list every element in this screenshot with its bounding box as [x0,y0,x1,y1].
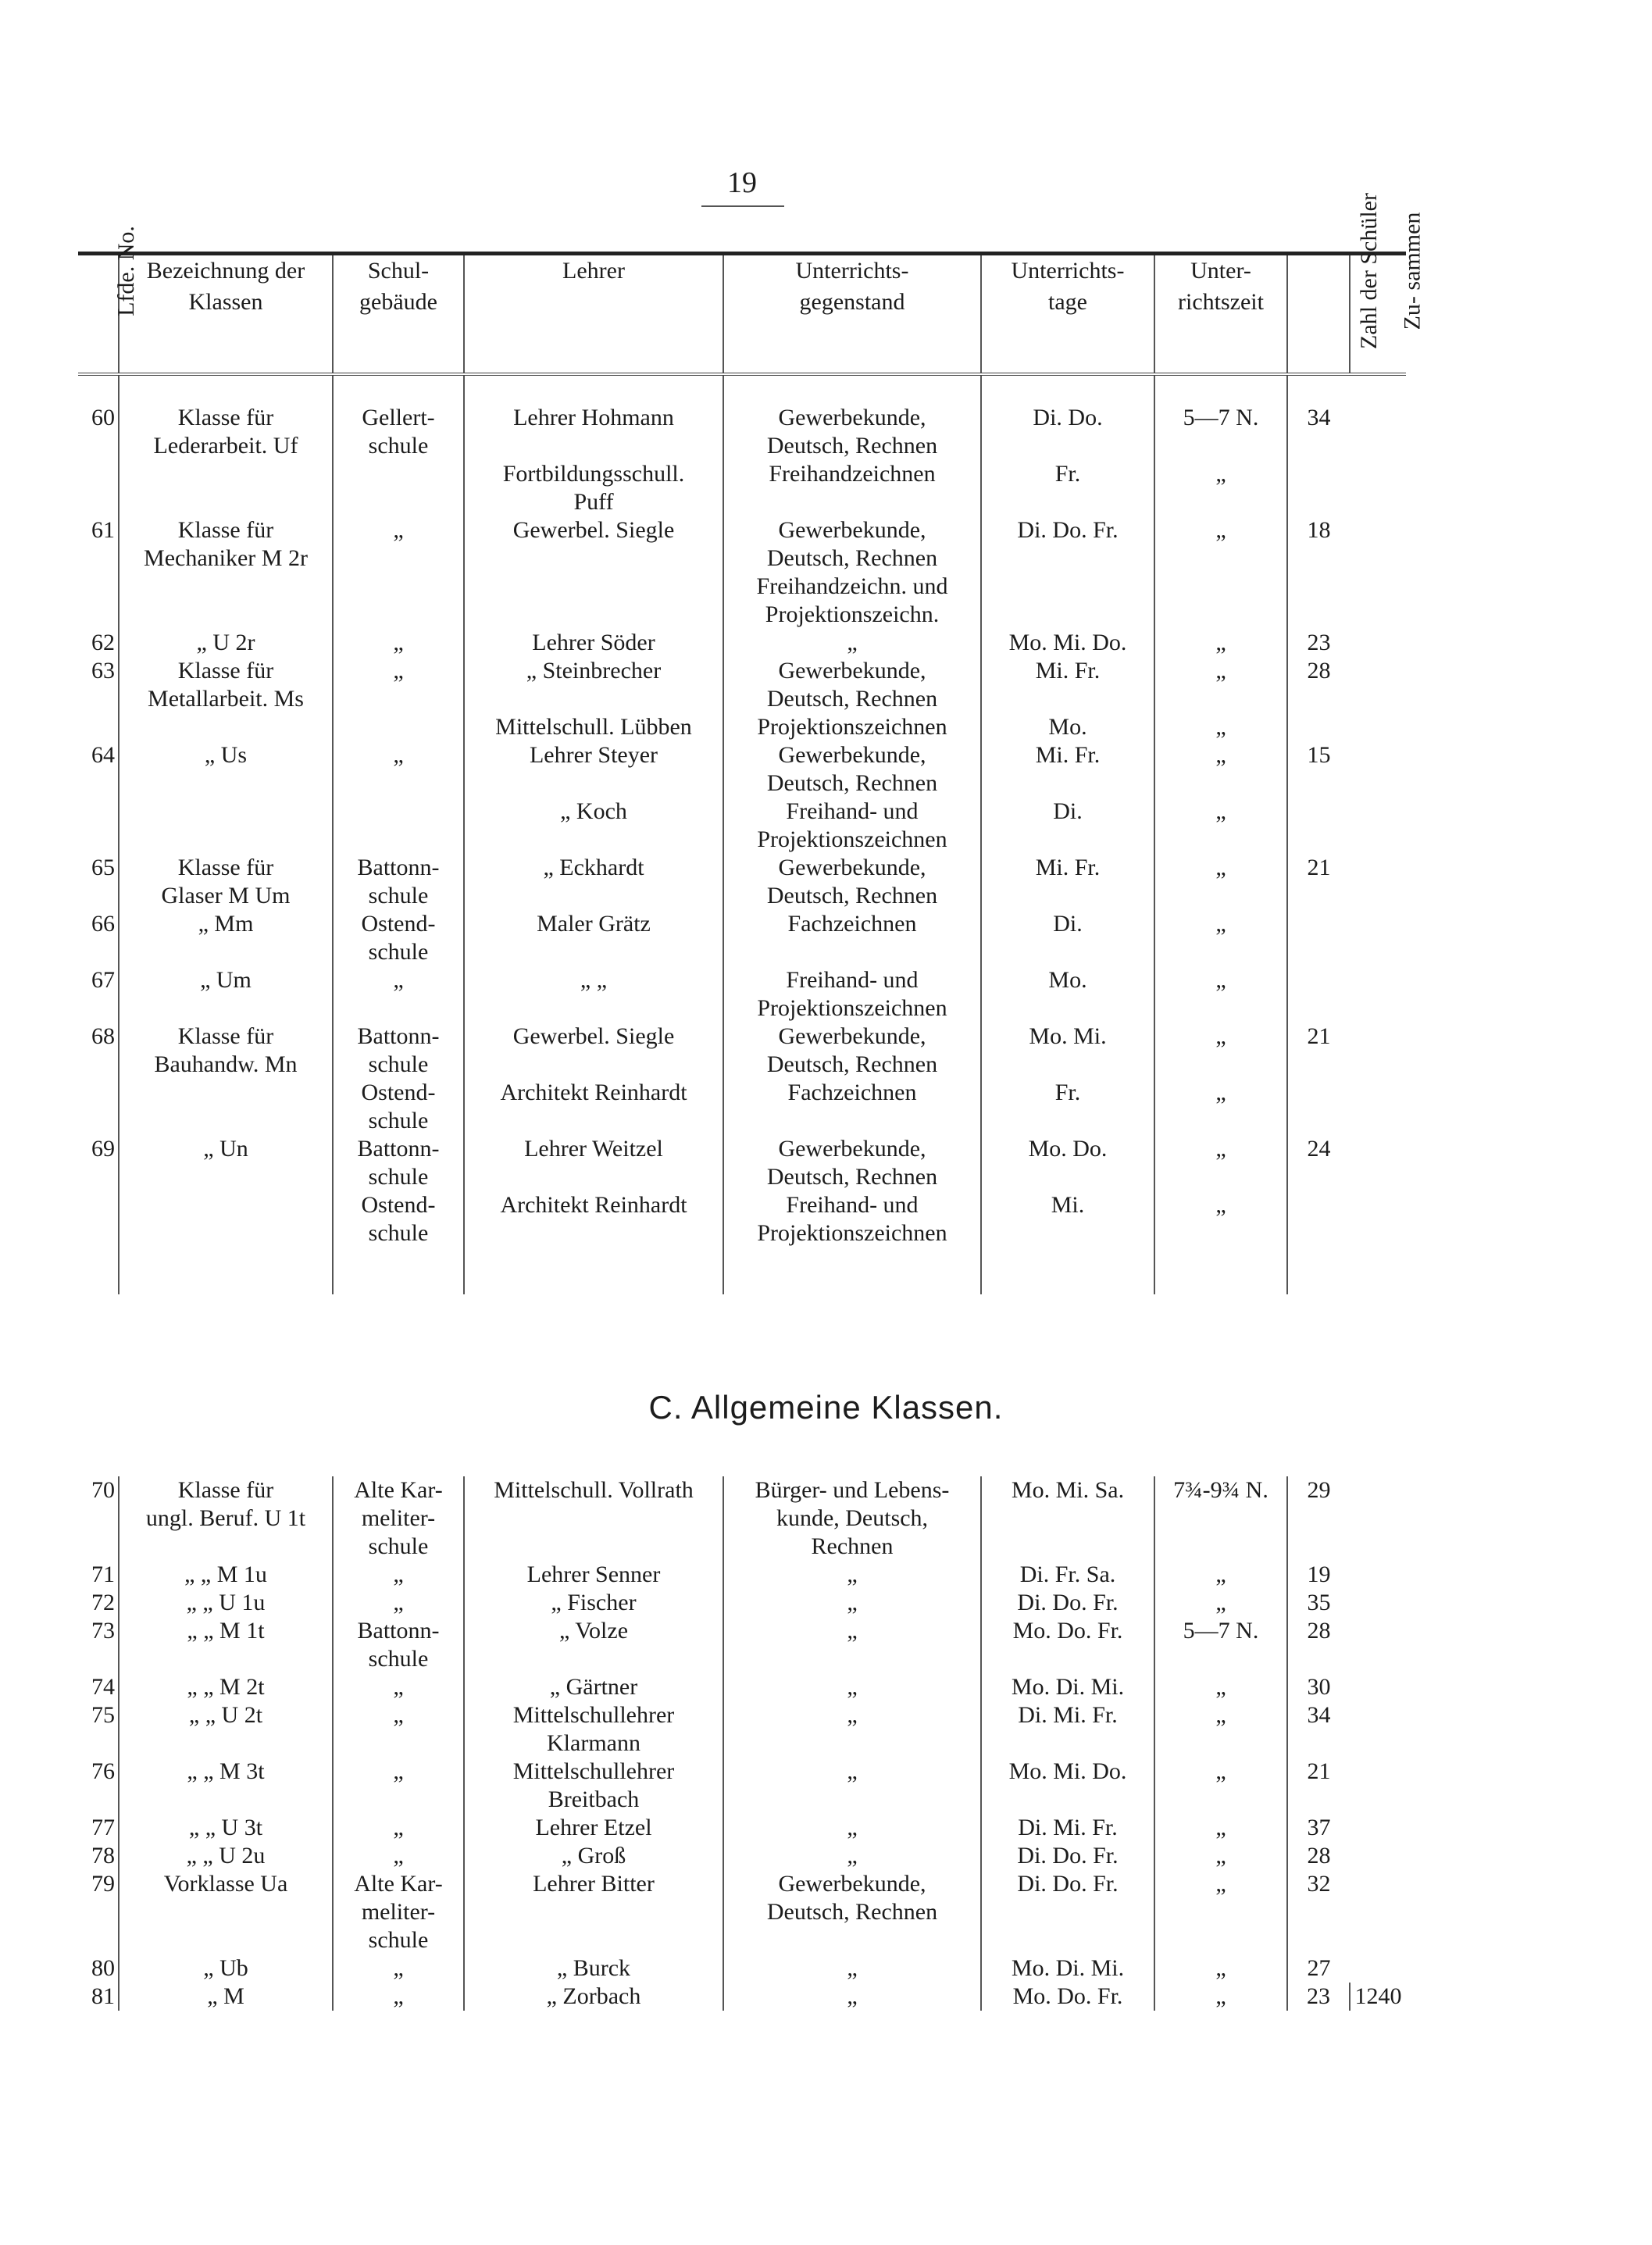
cell-tage: Mo. Do. Fr. [981,1617,1154,1673]
cell-klasse: Klasse für Lederarbeit. Uf [119,404,333,460]
cell-lehrer: Mittelschullehrer Breitbach [464,1758,723,1814]
cell-klasse: „ „ U 2u [119,1842,333,1870]
table-row [78,1589,1406,1617]
cell-lehrer: Lehrer Hohmann [464,404,723,460]
cell-gegenstand: „ [723,1814,981,1842]
cell-zusammen [1350,1814,1406,1842]
cell-zeit: 5—7 N. [1154,1617,1287,1673]
cell-lehrer: Mittelschullehrer Klarmann [464,1701,723,1758]
cell-klasse: „ Um [119,966,333,1023]
cell-tage: Di. [981,798,1154,854]
cell-klasse: „ „ U 3t [119,1814,333,1842]
cell-tage: Di. [981,910,1154,966]
cell-gegenstand: „ [723,629,981,657]
cell-gebaeude: Gellert- schule [333,404,464,460]
cell-zusammen [1350,1617,1406,1673]
cell-zahl: 27 [1287,1954,1350,1983]
cell-gebaeude: „ [333,1842,464,1870]
cell-tage: Fr. [981,1079,1154,1135]
cell-gebaeude: „ [333,1758,464,1814]
table-row [78,1476,1406,1561]
cell-no: 64 [91,742,115,768]
cell-klasse: „ Us [119,741,333,798]
cell-zusammen: 1240 [1350,1983,1406,2011]
cell-zusammen [1350,1842,1406,1870]
header-lehrer: Lehrer [464,254,723,375]
table-row [78,741,1406,798]
cell-zusammen [1350,404,1406,460]
cell-zusammen [1350,798,1406,854]
cell-no [78,713,119,741]
cell-lehrer: Lehrer Etzel [464,1814,723,1842]
cell-no: 75 [91,1702,115,1728]
cell-tage: Mo. [981,966,1154,1023]
table-row [78,1758,1406,1814]
cell-gebaeude: Ostend- schule [333,1191,464,1247]
cell-klasse: „ Un [119,1135,333,1191]
cell-gegenstand: Gewerbekunde, Deutsch, Rechnen [723,1870,981,1954]
cell-lehrer: Fortbildungsschull. Puff [464,460,723,516]
cell-klasse: Klasse für ungl. Beruf. U 1t [119,1476,333,1561]
cell-klasse: „ „ M 3t [119,1758,333,1814]
table-header-row [78,254,1406,375]
cell-lehrer: Architekt Reinhardt [464,1079,723,1135]
general-classes-table [78,1476,1406,2011]
cell-zusammen [1350,1023,1406,1079]
cell-gebaeude: Battonn- schule [333,1135,464,1191]
cell-zeit: „ [1154,460,1287,516]
cell-gebaeude: Alte Kar- meliter- schule [333,1476,464,1561]
cell-klasse: „ „ M 1u [119,1561,333,1589]
cell-lehrer: „ Fischer [464,1589,723,1617]
table-row [78,1842,1406,1870]
cell-tage: Mi. Fr. [981,854,1154,910]
cell-gebaeude: Battonn- schule [333,1023,464,1079]
table-row [78,1561,1406,1589]
cell-gegenstand: „ [723,1954,981,1983]
cell-zeit: „ [1154,741,1287,798]
cell-gebaeude: „ [333,1701,464,1758]
cell-no: 81 [91,1983,115,2009]
table-row [78,1079,1406,1135]
cell-zahl: 30 [1287,1673,1350,1701]
cell-lehrer: Lehrer Weitzel [464,1135,723,1191]
cell-zahl [1287,798,1350,854]
cell-gegenstand: Bürger- und Lebens- kunde, Deutsch, Rechnen [723,1476,981,1561]
cell-lehrer: Lehrer Senner [464,1561,723,1589]
cell-tage: Di. Fr. Sa. [981,1561,1154,1589]
cell-zusammen [1350,713,1406,741]
cell-gebaeude: Alte Kar- meliter- schule [333,1870,464,1954]
cell-zusammen [1350,966,1406,1023]
cell-gebaeude: Battonn- schule [333,1617,464,1673]
cell-zeit: „ [1154,1870,1287,1954]
cell-zeit: 5—7 N. [1154,404,1287,460]
cell-zahl: 32 [1287,1870,1350,1954]
cell-klasse: Klasse für Bauhandw. Mn [119,1023,333,1079]
cell-zeit: „ [1154,1023,1287,1079]
cell-zeit: „ [1154,966,1287,1023]
cell-klasse: „ „ M 1t [119,1617,333,1673]
cell-gegenstand: „ [723,1673,981,1701]
cell-no: 69 [91,1136,115,1162]
cell-zusammen [1350,1870,1406,1954]
cell-tage: Mi. [981,1191,1154,1247]
cell-no: 80 [91,1955,115,1981]
cell-zeit: „ [1154,1954,1287,1983]
cell-lehrer: Mittelschull. Vollrath [464,1476,723,1561]
cell-gegenstand: Freihand- und Projektionszeichnen [723,1191,981,1247]
cell-gegenstand: Gewerbekunde, Deutsch, Rechnen [723,1023,981,1079]
cell-lehrer: Maler Grätz [464,910,723,966]
page-number-rule [701,205,784,207]
cell-zahl: 34 [1287,1701,1350,1758]
table-row [78,404,1406,460]
header-zahl: Zahl der Schüler [1287,254,1350,375]
cell-zahl [1287,1191,1350,1247]
cell-gegenstand: „ [723,1758,981,1814]
table-row [78,910,1406,966]
cell-tage: Di. Do. Fr. [981,516,1154,629]
table-row [78,1135,1406,1191]
table-row [78,1870,1406,1954]
cell-no [78,1191,119,1247]
table-row [78,798,1406,854]
cell-zahl: 18 [1287,516,1350,629]
cell-klasse: „ U 2r [119,629,333,657]
header-gegenstand: Unterrichts- gegenstand [723,254,981,375]
cell-no: 60 [91,405,115,430]
cell-tage: Di. Mi. Fr. [981,1814,1154,1842]
cell-gegenstand: Freihand- und Projektionszeichnen [723,798,981,854]
cell-lehrer: Lehrer Bitter [464,1870,723,1954]
cell-zeit: „ [1154,1842,1287,1870]
table-row [78,854,1406,910]
header-zeit: Unter- richtszeit [1154,254,1287,375]
cell-zusammen [1350,629,1406,657]
cell-gegenstand: Gewerbekunde, Deutsch, Rechnen [723,1135,981,1191]
cell-gegenstand: Fachzeichnen [723,910,981,966]
cell-lehrer: „ Groß [464,1842,723,1870]
cell-gebaeude: „ [333,741,464,798]
cell-zusammen [1350,741,1406,798]
cell-klasse: Klasse für Mechaniker M 2r [119,516,333,629]
cell-klasse: „ „ U 1u [119,1589,333,1617]
cell-tage: Di. Do. Fr. [981,1870,1154,1954]
cell-gegenstand: Freihand- und Projektionszeichnen [723,966,981,1023]
cell-klasse: „ „ M 2t [119,1673,333,1701]
cell-klasse: Vorklasse Ua [119,1870,333,1954]
cell-gebaeude: „ [333,1814,464,1842]
section-c-title: C. Allgemeine Klassen. [648,1389,1004,1426]
cell-lehrer: „ Eckhardt [464,854,723,910]
cell-zahl: 21 [1287,854,1350,910]
cell-zusammen [1350,460,1406,516]
table-row [78,1983,1406,2011]
cell-zahl: 28 [1287,1617,1350,1673]
cell-zahl: 34 [1287,404,1350,460]
cell-zeit: „ [1154,1673,1287,1701]
cell-gebaeude [333,713,464,741]
cell-lehrer: „ Zorbach [464,1983,723,2011]
cell-gegenstand: Freihandzeichnen [723,460,981,516]
cell-zusammen [1350,516,1406,629]
cell-zeit: „ [1154,1191,1287,1247]
cell-zeit: „ [1154,1814,1287,1842]
cell-tage: Mo. Mi. Sa. [981,1476,1154,1561]
cell-klasse: „ Mm [119,910,333,966]
cell-no: 68 [91,1023,115,1049]
cell-zusammen [1350,1191,1406,1247]
cell-tage: Mo. Mi. Do. [981,1758,1154,1814]
cell-zeit: „ [1154,1758,1287,1814]
table-row [78,1954,1406,1983]
cell-no: 65 [91,855,115,880]
cell-tage: Mo. Di. Mi. [981,1673,1154,1701]
table-row [78,1191,1406,1247]
cell-zahl [1287,1079,1350,1135]
cell-lehrer: Architekt Reinhardt [464,1191,723,1247]
cell-zahl: 21 [1287,1758,1350,1814]
cell-lehrer: Mittelschull. Lübben [464,713,723,741]
cell-klasse [119,798,333,854]
header-zusammen: Zu- sammen [1350,254,1406,375]
cell-gebaeude: Ostend- schule [333,910,464,966]
cell-zusammen [1350,1758,1406,1814]
cell-zahl: 28 [1287,1842,1350,1870]
cell-zusammen [1350,1954,1406,1983]
cell-gegenstand: Gewerbekunde, Deutsch, Rechnen [723,741,981,798]
cell-zusammen [1350,1079,1406,1135]
cell-lehrer: „ Burck [464,1954,723,1983]
cell-gegenstand: Projektionszeichnen [723,713,981,741]
cell-lehrer: Gewerbel. Siegle [464,1023,723,1079]
cell-gegenstand: „ [723,1617,981,1673]
header-bezeichnung: Bezeichnung der Klassen [119,254,333,375]
cell-no: 78 [91,1843,115,1868]
cell-gebaeude: „ [333,1983,464,2011]
classes-table [78,193,1425,1294]
cell-zahl: 37 [1287,1814,1350,1842]
cell-gegenstand: „ [723,1701,981,1758]
cell-no: 62 [91,630,115,655]
cell-klasse [119,1191,333,1247]
cell-tage: Mo. Do. [981,1135,1154,1191]
cell-gegenstand: Gewerbekunde, Deutsch, Rechnen [723,854,981,910]
table-row [78,1617,1406,1673]
cell-zusammen [1350,1673,1406,1701]
cell-tage: Fr. [981,460,1154,516]
cell-zeit: „ [1154,1589,1287,1617]
cell-zusammen [1350,854,1406,910]
cell-lehrer: „ Volze [464,1617,723,1673]
cell-gebaeude: „ [333,657,464,713]
cell-no: 79 [91,1871,115,1897]
table-row [78,629,1406,657]
cell-tage: Mo. Mi. [981,1023,1154,1079]
cell-zeit: 7¾-9¾ N. [1154,1476,1287,1561]
cell-no: 73 [91,1618,115,1644]
cell-no: 70 [91,1477,115,1503]
cell-klasse: „ M [119,1983,333,2011]
table-row [78,460,1406,516]
cell-zahl: 23 [1287,1983,1350,2011]
cell-tage: Di. Do. Fr. [981,1842,1154,1870]
cell-lehrer: Lehrer Steyer [464,741,723,798]
cell-lehrer: „ Koch [464,798,723,854]
cell-no [78,798,119,854]
cell-no: 63 [91,658,115,683]
cell-gegenstand: Fachzeichnen [723,1079,981,1135]
cell-zeit: „ [1154,798,1287,854]
header-schulgebaeude: Schul- gebäude [333,254,464,375]
cell-zeit: „ [1154,854,1287,910]
cell-lehrer: „ „ [464,966,723,1023]
cell-zahl: 19 [1287,1561,1350,1589]
cell-gegenstand: „ [723,1589,981,1617]
cell-no: 66 [91,911,115,937]
cell-zusammen [1350,910,1406,966]
cell-lehrer: Gewerbel. Siegle [464,516,723,629]
cell-tage: Mi. Fr. [981,657,1154,713]
cell-tage: Mo. Do. Fr. [981,1983,1154,2011]
cell-gebaeude [333,798,464,854]
cell-gebaeude: „ [333,629,464,657]
cell-zahl: 21 [1287,1023,1350,1079]
cell-zahl: 15 [1287,741,1350,798]
cell-gebaeude: „ [333,1589,464,1617]
table-row [78,1673,1406,1701]
cell-no: 67 [91,967,115,993]
header-tage: Unterrichts- tage [981,254,1154,375]
cell-gegenstand: Gewerbekunde, Deutsch, Rechnen [723,657,981,713]
table-row [78,516,1406,629]
cell-zeit: „ [1154,1983,1287,2011]
cell-gebaeude: „ [333,1954,464,1983]
cell-no: 71 [91,1562,115,1587]
cell-gebaeude [333,460,464,516]
cell-gebaeude: „ [333,1673,464,1701]
cell-zeit: „ [1154,1701,1287,1758]
cell-gebaeude: Ostend- schule [333,1079,464,1135]
cell-zusammen [1350,1561,1406,1589]
cell-zahl [1287,966,1350,1023]
cell-zahl: 24 [1287,1135,1350,1191]
cell-zahl [1287,460,1350,516]
cell-tage: Di. Mi. Fr. [981,1701,1154,1758]
cell-no [78,460,119,516]
cell-zeit: „ [1154,1135,1287,1191]
cell-tage: Di. Do. Fr. [981,1589,1154,1617]
cell-no: 76 [91,1758,115,1784]
cell-tage: Di. Do. [981,404,1154,460]
cell-zeit: „ [1154,713,1287,741]
cell-gegenstand: „ [723,1842,981,1870]
table-row [78,1023,1406,1079]
cell-zusammen [1350,657,1406,713]
cell-zahl: 23 [1287,629,1350,657]
page-number: 19 [727,166,757,199]
cell-zahl: 28 [1287,657,1350,713]
cell-klasse [119,713,333,741]
cell-klasse: „ „ U 2t [119,1701,333,1758]
cell-zusammen [1350,1135,1406,1191]
cell-gegenstand: Gewerbekunde, Deutsch, Rechnen Freihandzeichn. und Projektionszeichn. [723,516,981,629]
cell-gegenstand: „ [723,1561,981,1589]
cell-gegenstand: „ [723,1983,981,2011]
cell-zeit: „ [1154,657,1287,713]
cell-gebaeude: „ [333,966,464,1023]
cell-tage: Mi. Fr. [981,741,1154,798]
cell-tage: Mo. Mi. Do. [981,629,1154,657]
table-row [78,657,1406,713]
cell-tage: Mo. Di. Mi. [981,1954,1154,1983]
cell-zusammen [1350,1589,1406,1617]
cell-tage: Mo. [981,713,1154,741]
cell-lehrer: „ Steinbrecher [464,657,723,713]
table-row [78,1701,1406,1758]
cell-gebaeude: Battonn- schule [333,854,464,910]
cell-lehrer: Lehrer Söder [464,629,723,657]
cell-klasse [119,1079,333,1135]
cell-zeit: „ [1154,516,1287,629]
cell-klasse [119,460,333,516]
cell-zeit: „ [1154,629,1287,657]
cell-no: 61 [91,517,115,543]
cell-gebaeude: „ [333,1561,464,1589]
table-row [78,966,1406,1023]
cell-lehrer: „ Gärtner [464,1673,723,1701]
cell-gebaeude: „ [333,516,464,629]
cell-no: 77 [91,1815,115,1840]
cell-no: 74 [91,1674,115,1700]
cell-klasse: Klasse für Metallarbeit. Ms [119,657,333,713]
cell-gegenstand: Gewerbekunde, Deutsch, Rechnen [723,404,981,460]
cell-zahl: 35 [1287,1589,1350,1617]
cell-no [78,1079,119,1135]
table-row [78,713,1406,741]
table-row [78,1814,1406,1842]
cell-zusammen [1350,1476,1406,1561]
cell-zeit: „ [1154,1079,1287,1135]
header-lfde-no: Lfde. No. [78,254,119,375]
cell-zusammen [1350,1701,1406,1758]
cell-klasse: Klasse für Glaser M Um [119,854,333,910]
cell-klasse: „ Ub [119,1954,333,1983]
cell-zeit: „ [1154,1561,1287,1589]
cell-zahl [1287,910,1350,966]
cell-zahl [1287,713,1350,741]
cell-no: 72 [91,1590,115,1615]
cell-zahl: 29 [1287,1476,1350,1561]
cell-zeit: „ [1154,910,1287,966]
